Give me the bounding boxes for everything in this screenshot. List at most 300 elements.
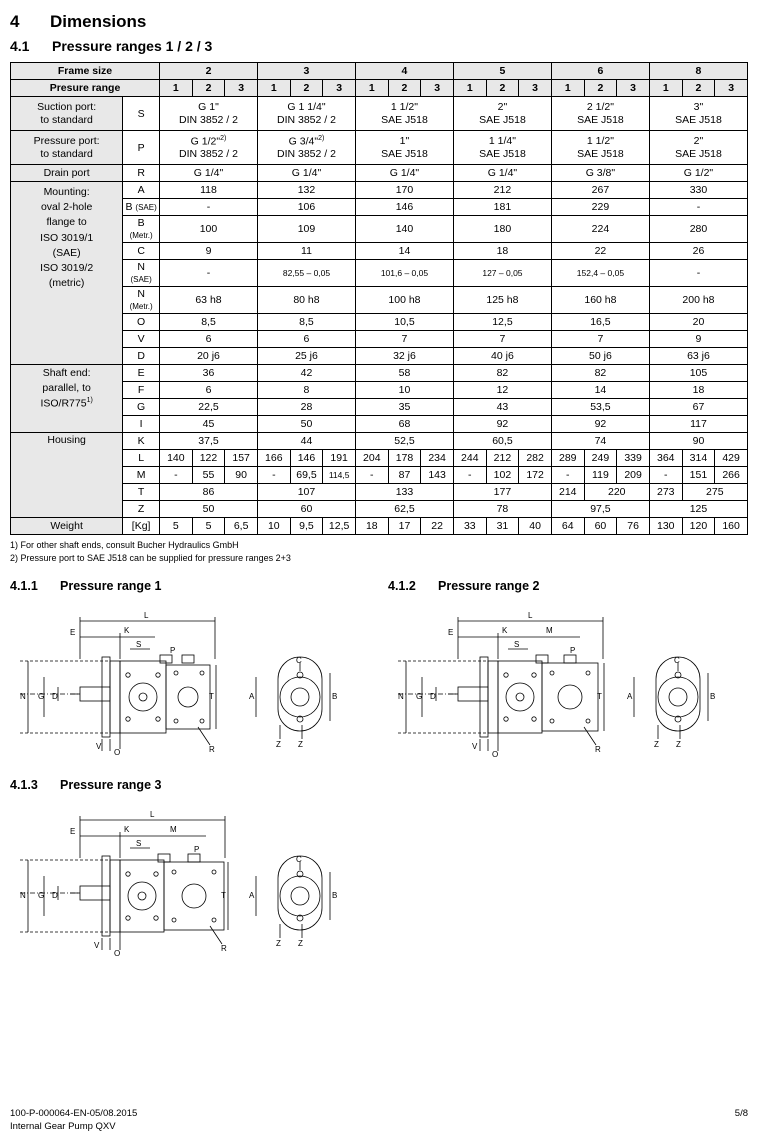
table-row-pressure-range [11, 80, 748, 97]
drawings-row-1 [10, 579, 748, 764]
dim-label-Z1: Z [276, 939, 281, 949]
drawing-number-411: 4.1.1 [10, 579, 38, 594]
frame-size-6: 6 [551, 63, 649, 80]
Nmetr-size-4: 100 h8 [355, 287, 453, 314]
drawing-label-411: Pressure range 1 [60, 579, 162, 594]
symbol-G: G [123, 399, 160, 416]
dim-label-N: N [20, 891, 26, 901]
document-title: Internal Gear Pump QXV [10, 1121, 116, 1133]
symbol-D: D [123, 348, 160, 365]
dim-label-Z2: Z [676, 740, 681, 750]
T-cell: 273 [649, 484, 682, 501]
C-size-8: 26 [649, 243, 747, 260]
Nsae-size-6: 152,4 – 0,05 [551, 260, 649, 287]
Nmetr-size-3: 80 h8 [257, 287, 355, 314]
pressure-size-4: 1" SAE J518 [355, 131, 453, 165]
Z-size-8: 125 [649, 501, 747, 518]
L-cell: 178 [388, 450, 421, 467]
Nmetr-size-5: 125 h8 [453, 287, 551, 314]
Bmetr-size-3: 109 [257, 216, 355, 243]
range-col: 1 [160, 80, 193, 97]
K-size-6: 74 [551, 433, 649, 450]
L-cell: 364 [649, 450, 682, 467]
M-cell: - [257, 467, 290, 484]
weight-cell: 10 [257, 518, 290, 535]
M-cell: 119 [584, 467, 617, 484]
dim-label-P: P [570, 646, 576, 656]
dim-label-B: B [710, 692, 716, 702]
dim-label-C: C [296, 656, 302, 666]
drawing-number-413: 4.1.3 [10, 778, 38, 793]
dim-label-M: M [170, 825, 177, 835]
range-col: 1 [453, 80, 486, 97]
weight-cell: 160 [715, 518, 748, 535]
D-size-2: 20 j6 [160, 348, 258, 365]
M-cell: 102 [486, 467, 519, 484]
dim-label-A: A [249, 692, 255, 702]
table-row-A [11, 182, 748, 199]
M-cell: 87 [388, 467, 421, 484]
G-size-4: 35 [355, 399, 453, 416]
G-size-8: 67 [649, 399, 747, 416]
frame-size-3: 3 [257, 63, 355, 80]
pump-drawing-range-1 [10, 599, 370, 764]
chapter-number: 4 [10, 12, 20, 31]
Nmetr-size-8: 200 h8 [649, 287, 747, 314]
symbol-B-sae: B (SAE) [123, 199, 160, 216]
range-col: 2 [682, 80, 715, 97]
dim-label-B: B [332, 692, 338, 702]
M-cell: - [160, 467, 193, 484]
drain-size-6: G 3/8" [551, 165, 649, 182]
dim-label-D: D [430, 692, 436, 702]
weight-cell: 17 [388, 518, 421, 535]
dim-label-E: E [70, 628, 76, 638]
dim-label-D: D [52, 692, 58, 702]
drawing-canvas-412 [388, 599, 748, 764]
dim-label-Z2: Z [298, 939, 303, 949]
Nsae-size-8: - [649, 260, 747, 287]
M-cell: 143 [421, 467, 454, 484]
dim-label-B: B [332, 891, 338, 901]
M-cell: - [649, 467, 682, 484]
I-size-5: 92 [453, 416, 551, 433]
K-size-2: 37,5 [160, 433, 258, 450]
row-label-mounting: Mounting: oval 2-hole flange to ISO 3019/1 (SAE) ISO 3019/2 (metric) [11, 182, 123, 365]
drain-size-8: G 1/2" [649, 165, 747, 182]
symbol-R: R [123, 165, 160, 182]
dim-label-S: S [514, 640, 520, 650]
I-size-2: 45 [160, 416, 258, 433]
drawing-canvas-413 [10, 798, 370, 963]
dim-label-K: K [124, 825, 130, 835]
dim-label-M: M [546, 626, 553, 636]
G-size-2: 22,5 [160, 399, 258, 416]
range-col: 3 [617, 80, 650, 97]
weight-cell: 12,5 [323, 518, 356, 535]
drawing-canvas-411 [10, 599, 370, 764]
weight-cell: 31 [486, 518, 519, 535]
L-cell: 122 [192, 450, 225, 467]
V-size-2: 6 [160, 331, 258, 348]
dim-label-C: C [296, 855, 302, 865]
pressure-size-6: 1 1/2" SAE J518 [551, 131, 649, 165]
V-size-5: 7 [453, 331, 551, 348]
frame-size-5: 5 [453, 63, 551, 80]
E-size-5: 82 [453, 365, 551, 382]
T-size-3: 107 [257, 484, 355, 501]
suction-size-3: G 1 1/4" DIN 3852 / 2 [257, 97, 355, 131]
Nsae-size-3: 82,55 – 0,05 [257, 260, 355, 287]
Nmetr-size-2: 63 h8 [160, 287, 258, 314]
dim-label-T: T [209, 692, 214, 702]
weight-cell: 6,5 [225, 518, 258, 535]
T-size-2: 86 [160, 484, 258, 501]
A-size-4: 170 [355, 182, 453, 199]
L-cell: 146 [290, 450, 323, 467]
drawings-row-2 [10, 778, 748, 963]
T-cell: 214 [551, 484, 584, 501]
frame-size-2: 2 [160, 63, 258, 80]
dim-label-S: S [136, 640, 142, 650]
A-size-2: 118 [160, 182, 258, 199]
symbol-L: L [123, 450, 160, 467]
I-size-8: 117 [649, 416, 747, 433]
drain-size-4: G 1/4" [355, 165, 453, 182]
table-row-drain-port [11, 165, 748, 182]
range-col: 2 [192, 80, 225, 97]
M-cell: 90 [225, 467, 258, 484]
K-size-3: 44 [257, 433, 355, 450]
F-size-5: 12 [453, 382, 551, 399]
M-cell: - [355, 467, 388, 484]
dim-label-P: P [194, 845, 200, 855]
drawing-title-411 [10, 579, 370, 593]
range-col: 1 [551, 80, 584, 97]
T-size-5: 177 [453, 484, 551, 501]
dim-label-T: T [221, 891, 226, 901]
pressure-size-3: G 3/4"$^{2)}$ DIN 3852 / 2 [257, 131, 355, 165]
dim-label-T: T [597, 692, 602, 702]
O-size-2: 8,5 [160, 314, 258, 331]
dim-label-A: A [627, 692, 633, 702]
section-heading [10, 38, 748, 54]
page-footer [10, 1108, 748, 1134]
D-size-3: 25 j6 [257, 348, 355, 365]
frame-size-4: 4 [355, 63, 453, 80]
C-size-6: 22 [551, 243, 649, 260]
Bmetr-size-6: 224 [551, 216, 649, 243]
footnotes [10, 539, 748, 565]
G-size-5: 43 [453, 399, 551, 416]
Bmetr-size-8: 280 [649, 216, 747, 243]
L-cell: 429 [715, 450, 748, 467]
E-size-8: 105 [649, 365, 747, 382]
F-size-4: 10 [355, 382, 453, 399]
F-size-6: 14 [551, 382, 649, 399]
page-number: 5/8 [734, 1108, 748, 1120]
L-cell: 204 [355, 450, 388, 467]
O-size-6: 16,5 [551, 314, 649, 331]
Z-size-6: 97,5 [551, 501, 649, 518]
dim-label-Z1: Z [276, 740, 281, 750]
drain-size-3: G 1/4" [257, 165, 355, 182]
row-label-housing: Housing [11, 433, 123, 518]
Z-size-5: 78 [453, 501, 551, 518]
range-col: 1 [355, 80, 388, 97]
symbol-N-sae: N (SAE) [123, 260, 160, 287]
drawing-block-411 [10, 579, 370, 764]
weight-unit: [Kg] [123, 518, 160, 535]
dim-label-P: P [170, 646, 176, 656]
symbol-I: I [123, 416, 160, 433]
row-label-drain: Drain port [11, 165, 123, 182]
drain-size-2: G 1/4" [160, 165, 258, 182]
table-row-K [11, 433, 748, 450]
weight-cell: 60 [584, 518, 617, 535]
dim-label-E: E [70, 827, 76, 837]
dim-label-G: G [416, 692, 423, 702]
document-id: 100-P-000064-EN-05/08.2015 [10, 1108, 138, 1120]
D-size-8: 63 j6 [649, 348, 747, 365]
suction-size-2: G 1" DIN 3852 / 2 [160, 97, 258, 131]
Bsae-size-6: 229 [551, 199, 649, 216]
section-title: Pressure ranges 1 / 2 / 3 [52, 38, 213, 54]
weight-cell: 18 [355, 518, 388, 535]
E-size-4: 58 [355, 365, 453, 382]
symbol-K: K [123, 433, 160, 450]
dim-label-V: V [96, 742, 102, 752]
Bsae-size-5: 181 [453, 199, 551, 216]
L-cell: 314 [682, 450, 715, 467]
Z-size-3: 60 [257, 501, 355, 518]
range-col: 2 [486, 80, 519, 97]
V-size-4: 7 [355, 331, 453, 348]
V-size-8: 9 [649, 331, 747, 348]
G-size-6: 53,5 [551, 399, 649, 416]
A-size-3: 132 [257, 182, 355, 199]
weight-cell: 33 [453, 518, 486, 535]
dim-label-N: N [398, 692, 404, 702]
pressure-size-5: 1 1/4" SAE J518 [453, 131, 551, 165]
frame-size-8: 8 [649, 63, 747, 80]
C-size-3: 11 [257, 243, 355, 260]
L-cell: 157 [225, 450, 258, 467]
symbol-E: E [123, 365, 160, 382]
row-label-pressure-port: Pressure port: to standard [11, 131, 123, 165]
drawing-title-412 [388, 579, 748, 593]
dim-label-V: V [94, 941, 100, 951]
weight-cell: 130 [649, 518, 682, 535]
drawing-block-412 [388, 579, 748, 764]
M-cell: 69,5 [290, 467, 323, 484]
dim-label-A: A [249, 891, 255, 901]
table-row-pressure-port [11, 131, 748, 165]
C-size-4: 14 [355, 243, 453, 260]
range-col: 3 [323, 80, 356, 97]
dim-label-G: G [38, 692, 45, 702]
I-size-4: 68 [355, 416, 453, 433]
M-cell: 114,5 [323, 467, 356, 484]
drain-size-5: G 1/4" [453, 165, 551, 182]
G-size-3: 28 [257, 399, 355, 416]
dim-label-Z2: Z [298, 740, 303, 750]
F-size-2: 6 [160, 382, 258, 399]
dim-label-C: C [674, 656, 680, 666]
range-col: 3 [715, 80, 748, 97]
M-cell: - [551, 467, 584, 484]
chapter-heading [10, 12, 748, 32]
dim-label-O: O [114, 748, 121, 758]
dim-label-R: R [209, 745, 215, 755]
E-size-2: 36 [160, 365, 258, 382]
range-col: 2 [388, 80, 421, 97]
O-size-8: 20 [649, 314, 747, 331]
symbol-A: A [123, 182, 160, 199]
dim-label-O: O [114, 949, 121, 959]
footer-left [10, 1108, 137, 1134]
E-size-3: 42 [257, 365, 355, 382]
V-size-6: 7 [551, 331, 649, 348]
dim-label-L: L [150, 810, 155, 820]
symbol-V: V [123, 331, 160, 348]
footnote-2: 2) Pressure port to SAE J518 can be supplied for pressure ranges 2+3 [10, 553, 291, 564]
I-size-6: 92 [551, 416, 649, 433]
Bsae-size-8: - [649, 199, 747, 216]
Nsae-size-4: 101,6 – 0,05 [355, 260, 453, 287]
M-cell: 55 [192, 467, 225, 484]
table-row-frame-size [11, 63, 748, 80]
Bmetr-size-4: 140 [355, 216, 453, 243]
suction-size-8: 3" SAE J518 [649, 97, 747, 131]
dim-label-D: D [52, 891, 58, 901]
Nsae-size-5: 127 – 0,05 [453, 260, 551, 287]
O-size-4: 10,5 [355, 314, 453, 331]
L-cell: 282 [519, 450, 552, 467]
weight-cell: 120 [682, 518, 715, 535]
drawing-title-413 [10, 778, 370, 792]
Bsae-size-2: - [160, 199, 258, 216]
Nmetr-size-6: 160 h8 [551, 287, 649, 314]
footnote-1: 1) For other shaft ends, consult Bucher Hydraulics GmbH [10, 540, 239, 550]
weight-cell: 22 [421, 518, 454, 535]
F-size-8: 18 [649, 382, 747, 399]
chapter-title: Dimensions [50, 12, 147, 31]
F-size-3: 8 [257, 382, 355, 399]
O-size-5: 12,5 [453, 314, 551, 331]
dim-label-E: E [448, 628, 454, 638]
symbol-O: O [123, 314, 160, 331]
weight-cell: 9,5 [290, 518, 323, 535]
range-col: 3 [421, 80, 454, 97]
weight-cell: 5 [160, 518, 193, 535]
symbol-M: M [123, 467, 160, 484]
dim-label-S: S [136, 839, 142, 849]
I-size-3: 50 [257, 416, 355, 433]
dim-label-K: K [124, 626, 130, 636]
range-col: 2 [584, 80, 617, 97]
symbol-C: C [123, 243, 160, 260]
dim-label-O: O [492, 750, 499, 760]
suction-size-6: 2 1/2" SAE J518 [551, 97, 649, 131]
weight-cell: 64 [551, 518, 584, 535]
M-cell: 209 [617, 467, 650, 484]
range-col: 3 [225, 80, 258, 97]
table-row-suction-port [11, 97, 748, 131]
K-size-8: 90 [649, 433, 747, 450]
L-cell: 212 [486, 450, 519, 467]
suction-size-5: 2" SAE J518 [453, 97, 551, 131]
E-size-6: 82 [551, 365, 649, 382]
L-cell: 289 [551, 450, 584, 467]
Z-size-2: 50 [160, 501, 258, 518]
M-cell: 172 [519, 467, 552, 484]
L-cell: 249 [584, 450, 617, 467]
symbol-S: S [123, 97, 160, 131]
L-cell: 191 [323, 450, 356, 467]
V-size-3: 6 [257, 331, 355, 348]
dim-label-V: V [472, 742, 478, 752]
D-size-6: 50 j6 [551, 348, 649, 365]
row-label-shaft-end: Shaft end: parallel, to ISO/R775$^{1)}$ [11, 365, 123, 433]
T-size-4: 133 [355, 484, 453, 501]
row-label-weight: Weight [11, 518, 123, 535]
Bmetr-size-5: 180 [453, 216, 551, 243]
drawing-number-412: 4.1.2 [388, 579, 416, 594]
O-size-3: 8,5 [257, 314, 355, 331]
drawing-label-412: Pressure range 2 [438, 579, 540, 594]
D-size-5: 40 j6 [453, 348, 551, 365]
A-size-6: 267 [551, 182, 649, 199]
dim-label-K: K [502, 626, 508, 636]
range-col: 3 [519, 80, 552, 97]
drawing-block-413 [10, 778, 370, 963]
row-label-suction: Suction port: to standard [11, 97, 123, 131]
L-cell: 166 [257, 450, 290, 467]
symbol-P: P [123, 131, 160, 165]
symbol-Z: Z [123, 501, 160, 518]
T-cell: 275 [682, 484, 747, 501]
L-cell: 234 [421, 450, 454, 467]
table-row-weight [11, 518, 748, 535]
table-row-E [11, 365, 748, 382]
range-col: 2 [290, 80, 323, 97]
symbol-N-metric: N (Metr.) [123, 287, 160, 314]
pressure-range-label: Presure range [11, 80, 160, 97]
A-size-8: 330 [649, 182, 747, 199]
dim-label-Z1: Z [654, 740, 659, 750]
pressure-size-2: G 1/2"$^{2)}$ DIN 3852 / 2 [160, 131, 258, 165]
L-cell: 244 [453, 450, 486, 467]
symbol-B-metric: B (Metr.) [123, 216, 160, 243]
dim-label-L: L [528, 611, 533, 621]
dimensions-table [10, 62, 748, 535]
symbol-T: T [123, 484, 160, 501]
A-size-5: 212 [453, 182, 551, 199]
symbol-F: F [123, 382, 160, 399]
L-cell: 140 [160, 450, 193, 467]
pump-drawing-range-3 [10, 798, 370, 963]
M-cell: 266 [715, 467, 748, 484]
Nsae-size-2: - [160, 260, 258, 287]
Bmetr-size-2: 100 [160, 216, 258, 243]
K-size-5: 60,5 [453, 433, 551, 450]
dim-label-G: G [38, 891, 45, 901]
weight-cell: 5 [192, 518, 225, 535]
dim-label-R: R [595, 745, 601, 755]
dim-label-R: R [221, 944, 227, 954]
Bsae-size-3: 106 [257, 199, 355, 216]
